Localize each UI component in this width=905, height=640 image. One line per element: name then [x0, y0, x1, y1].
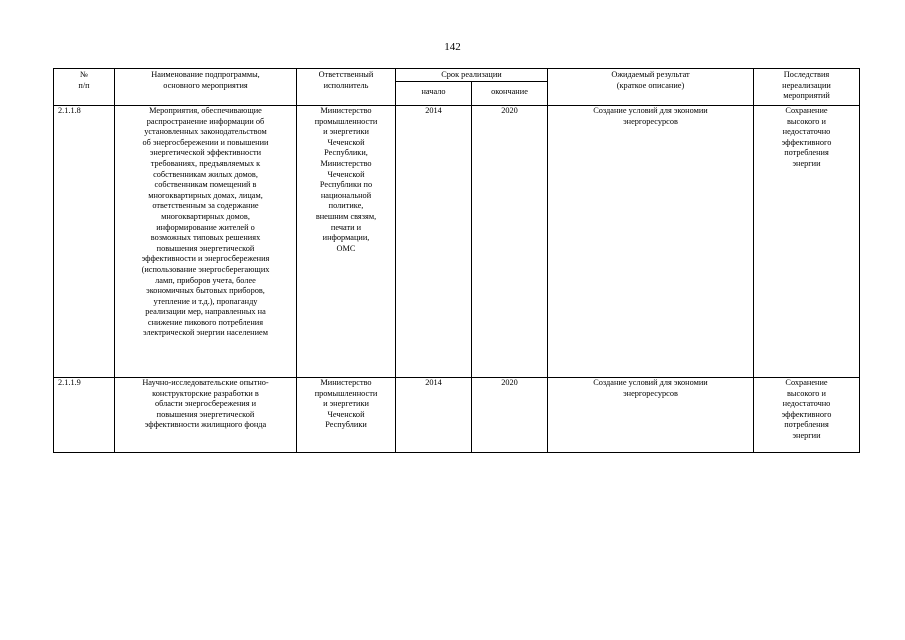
row-number: 2.1.1.9: [54, 378, 115, 453]
header-result: Ожидаемый результат (краткое описание): [548, 69, 754, 106]
table-row: [54, 106, 860, 378]
header-term: Срок реализации: [396, 69, 548, 82]
row-result: Создание условий для экономии энергоресурсов: [548, 106, 754, 378]
row-name: Научно-исследовательские опытно- конструкторские разработки в области энергосбережения и повышения энергетической эффективности жилищного фонда: [115, 378, 297, 453]
row-result: Создание условий для экономии энергоресурсов: [548, 378, 754, 453]
row-name: Мероприятия, обеспечивающие распространение информации об установленных законодательством об энергосбережении и повышении энергетической эффективности требованиях, предъявляемых к собственникам жилых домов, собственникам помещений в многоквартирных домах, лицам, ответственным за содержание многоквартирных домов, информирование жителей о возможных типовых решениях повышения энергетической эффективности и энергосбережения (использование энергосберегающих ламп, приборов учета, более экономичных бытовых приборов, утепление и т.д.), пропаганду реализации мер, направленных на снижение пикового потребления электрической энергии населением: [115, 106, 297, 378]
measures-table: [53, 68, 860, 453]
row-responsible: Министерство промышленности и энергетики Чеченской Республики: [297, 378, 396, 453]
header-name: Наименование подпрограммы, основного мероприятия: [115, 69, 297, 106]
row-consequences: Сохранение высокого и недостаточно эффективного потребления энергии: [754, 106, 860, 378]
header-end: окончание: [472, 82, 548, 106]
row-end: 2020: [472, 378, 548, 453]
table-row: [54, 378, 860, 453]
header-responsible: Ответственный исполнитель: [297, 69, 396, 106]
row-start: 2014: [396, 106, 472, 378]
row-end: 2020: [472, 106, 548, 378]
row-responsible: Министерство промышленности и энергетики Чеченской Республики, Министерство Чеченской Республики по национальной политике, внешним связям, печати и информации, ОМС: [297, 106, 396, 378]
page-number: 142: [444, 41, 461, 53]
header-number: № п/п: [54, 69, 115, 106]
row-consequences: Сохранение высокого и недостаточно эффективного потребления энергии: [754, 378, 860, 453]
header-consequences: Последствия нереализации мероприятий: [754, 69, 860, 106]
row-number: 2.1.1.8: [54, 106, 115, 378]
row-start: 2014: [396, 378, 472, 453]
header-start: начало: [396, 82, 472, 106]
